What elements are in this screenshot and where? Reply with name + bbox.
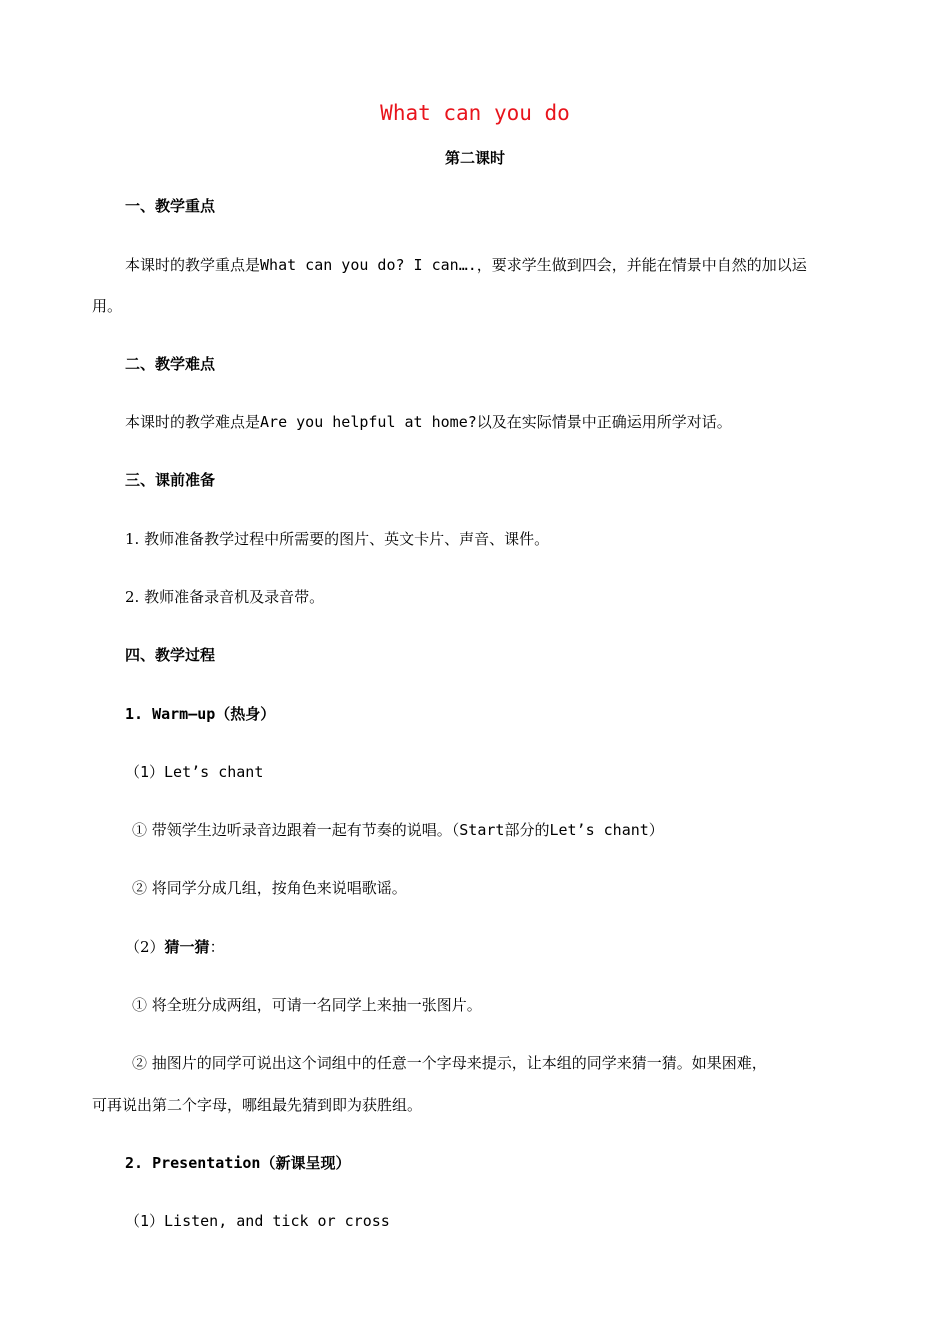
key-points-text-a: 本课时的教学重点是 xyxy=(125,256,261,274)
step-warm-up-heading: 1. Warm—up（热身） xyxy=(125,705,276,723)
preparation-item-2: 2. 教师准备录音机及录音带。 xyxy=(125,588,325,606)
guess-text-c: ： xyxy=(209,938,225,956)
chant-item-1-text-e: ） xyxy=(648,821,664,839)
guess-text-b: 猜一猜 xyxy=(164,938,210,956)
section-heading-process: 四、教学过程 xyxy=(125,646,216,664)
step-warm-up-sub-chant: （1）Let’s chant xyxy=(125,763,264,781)
chant-item-1-text-d: Let’s chant xyxy=(549,821,649,839)
difficulties-paragraph xyxy=(125,412,732,432)
chant-item-1 xyxy=(132,820,664,840)
chant-item-1-text-b: Start xyxy=(459,821,505,839)
key-points-text-b: What can you do? I can…. xyxy=(260,256,477,274)
guess-text-a: （2） xyxy=(125,938,165,956)
difficulties-text-c: 以及在实际情景中正确运用所学对话。 xyxy=(476,413,732,431)
chant-item-1-text-c: 部分的 xyxy=(504,821,550,839)
step-presentation-sub-listen: （1）Listen, and tick or cross xyxy=(125,1212,390,1230)
difficulties-text-b: Are you helpful at home? xyxy=(260,413,477,431)
key-points-paragraph-line-2: 用。 xyxy=(92,297,123,315)
key-points-paragraph-line-1 xyxy=(125,255,807,275)
guess-item-2-line-2: 可再说出第二个字母，哪组最先猜到即为获胜组。 xyxy=(92,1096,423,1114)
section-heading-key-points: 一、教学重点 xyxy=(125,197,216,215)
section-heading-difficulties: 二、教学难点 xyxy=(125,355,216,373)
difficulties-text-a: 本课时的教学难点是 xyxy=(125,413,261,431)
guess-item-2-line-1: ② 抽图片的同学可说出这个词组中的任意一个字母来提示，让本组的同学来猜一猜。如果困难， xyxy=(132,1054,767,1072)
chant-item-1-text-a: ① 带领学生边听录音边跟着一起有节奏的说唱。（ xyxy=(132,821,460,839)
step-presentation-heading: 2. Presentation（新课呈现） xyxy=(125,1154,351,1172)
key-points-text-c: ，要求学生做到四会，并能在情景中自然的加以运 xyxy=(476,256,807,274)
step-warm-up-sub-guess xyxy=(125,937,225,957)
chant-item-2: ② 将同学分成几组，按角色来说唱歌谣。 xyxy=(132,879,407,897)
document-title: What can you do xyxy=(380,101,570,125)
preparation-item-1: 1. 教师准备教学过程中所需要的图片、英文卡片、声音、课件。 xyxy=(125,530,550,548)
section-heading-preparation: 三、课前准备 xyxy=(125,471,216,489)
guess-item-1: ① 将全班分成两组，可请一名同学上来抽一张图片。 xyxy=(132,996,482,1014)
lesson-subtitle: 第二课时 xyxy=(444,149,505,167)
